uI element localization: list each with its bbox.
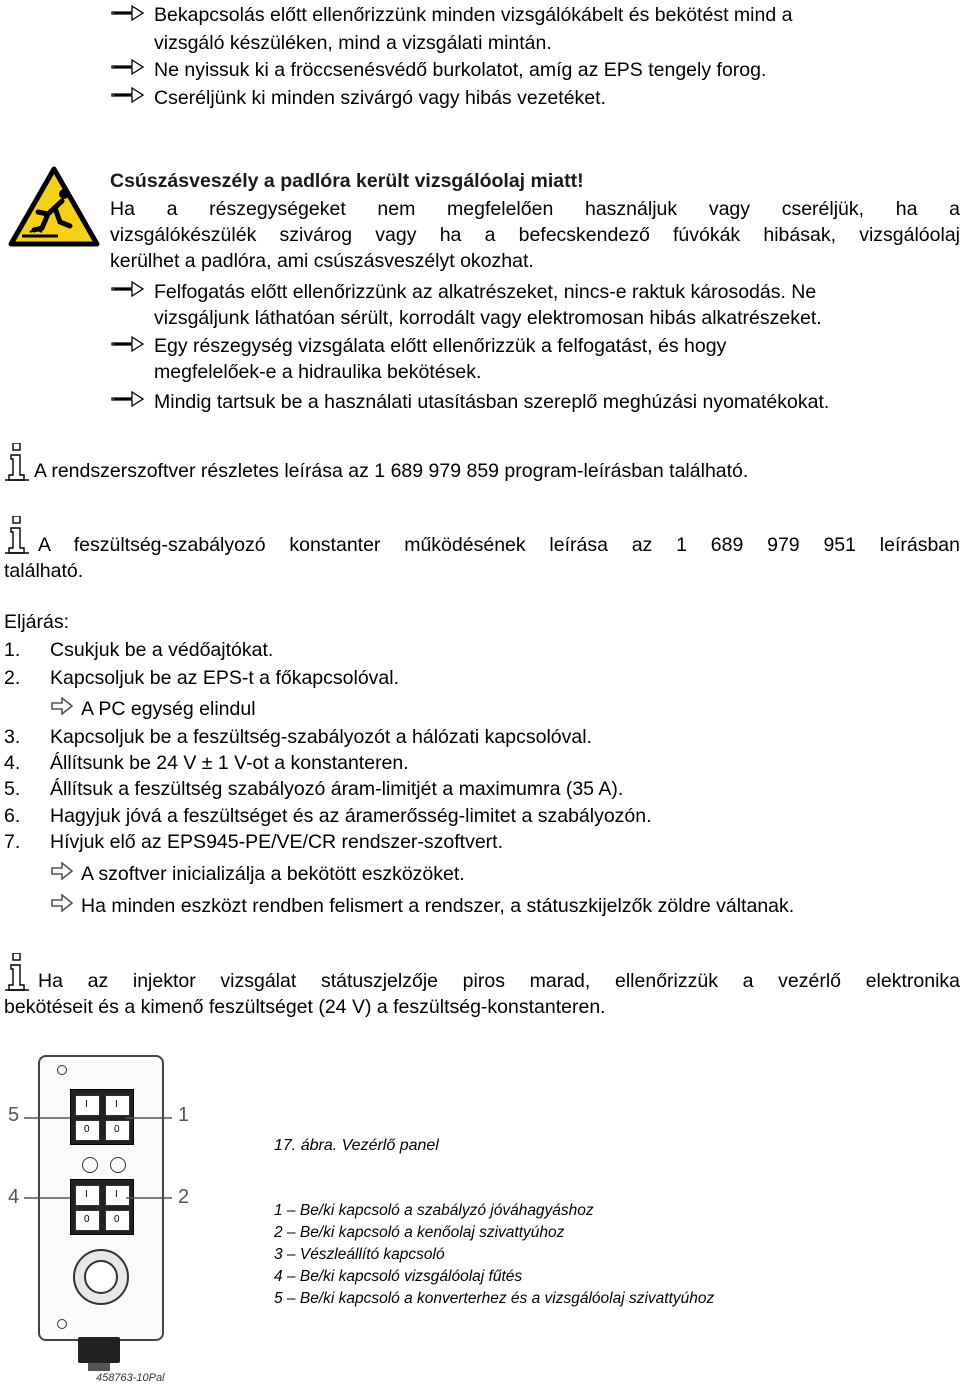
bullet-arrow-icon <box>110 4 144 22</box>
bullet-arrow-icon <box>110 58 144 76</box>
step-number: 4. <box>4 752 21 774</box>
step-number: 7. <box>4 831 21 853</box>
bullet-arrow-icon <box>110 280 144 298</box>
bullet-arrow-icon <box>110 390 144 408</box>
step-text: Kapcsoljuk be a feszültség-szabályozót a hálózati kapcsolóval. <box>50 726 592 748</box>
step-result: Ha minden eszközt rendben felismert a rendszer, a státuszkijelzők zöldre váltanak. <box>81 895 795 917</box>
step-number: 3. <box>4 726 21 748</box>
bullet-text: Mindig tartsuk be a használati utasításban szereplő meghúzási nyomatékokat. <box>154 391 830 413</box>
bullet-text: vizsgáljunk láthatóan sérült, korrodált vagy elektromosan hibás alkatrészeket. <box>154 307 822 329</box>
callout-number: 1 <box>178 1104 190 1126</box>
note-text: Ha az injektor vizsgálat státuszjelzője piros marad, ellenőrizzük a vezérlő elektronika <box>38 970 960 992</box>
bullet-text: vizsgáló készüléken, mind a vizsgálati mintán. <box>154 32 552 54</box>
step-text: Állítsunk be 24 V ± 1 V-ot a konstanteren. <box>50 752 409 774</box>
step-text: Állítsuk a feszültség szabályozó áram-limitjét a maximumra (35 A). <box>50 778 624 800</box>
switch-on-label: I <box>115 1099 118 1110</box>
step-number: 6. <box>4 805 21 827</box>
bullet-arrow-icon <box>110 335 144 353</box>
switch-off-label: 0 <box>114 1124 120 1135</box>
legend-item: 2 – Be/ki kapcsoló a kenőolaj szivattyúhoz <box>274 1224 565 1241</box>
bullet-text: Cseréljünk ki minden szivárgó vagy hibás vezetéket. <box>154 87 606 109</box>
figure-caption: 17. ábra. Vezérlő panel <box>274 1137 439 1154</box>
note-text: A rendszerszoftver részletes leírása az 1 689 979 859 program-leírásban található. <box>34 460 749 482</box>
result-arrow-icon <box>50 862 74 880</box>
switch-off-label: 0 <box>84 1214 90 1225</box>
legend-item: 5 – Be/ki kapcsoló a konverterhez és a vizsgálóolaj szivattyúhoz <box>274 1290 715 1307</box>
panel-connector-cable <box>88 1363 110 1371</box>
switch-on-label: I <box>85 1099 88 1110</box>
info-icon <box>4 516 30 554</box>
result-arrow-icon <box>50 894 74 912</box>
step-number: 1. <box>4 639 21 661</box>
note-text: bekötéseit és a kimenő feszültséget (24 V) a feszültség-konstanteren. <box>4 996 606 1018</box>
warning-paragraph-line: kerülhet a padlóra, ami csúszásveszélyt okozhat. <box>110 250 534 272</box>
step-text: Hívjuk elő az EPS945-PE/VE/CR rendszer-szoftvert. <box>50 831 504 853</box>
step-text: Csukjuk be a védőajtókat. <box>50 639 274 661</box>
switch-off-label: 0 <box>84 1124 90 1135</box>
step-number: 2. <box>4 667 21 689</box>
step-result: A PC egység elindul <box>81 698 256 720</box>
legend-item: 1 – Be/ki kapcsoló a szabályzó jóváhagyáshoz <box>274 1202 594 1219</box>
step-text: Hagyjuk jóvá a feszültséget és az áramerősség-limitet a szabályozón. <box>50 805 652 827</box>
panel-connector <box>78 1337 120 1363</box>
switch-on-label: I <box>85 1189 88 1200</box>
slip-hazard-warning-icon <box>8 166 100 248</box>
note-text: A feszültség-szabályozó konstanter működésének leírása az 1 689 979 951 leírásban <box>38 534 960 556</box>
panel-screw <box>57 1065 67 1075</box>
bullet-text: Bekapcsolás előtt ellenőrizzünk minden vizsgálókábelt és bekötést mind a <box>154 4 793 26</box>
info-icon <box>4 953 30 991</box>
procedure-heading: Eljárás: <box>4 611 70 633</box>
bullet-text: Ne nyissuk ki a fröccsenésvédő burkolatot, amíg az EPS tengely forog. <box>154 59 767 81</box>
switch-on-label: I <box>115 1189 118 1200</box>
switch-off-label: 0 <box>114 1214 120 1225</box>
step-number: 5. <box>4 778 21 800</box>
info-icon <box>4 443 30 481</box>
note-text: található. <box>4 560 84 582</box>
result-arrow-icon <box>50 697 74 715</box>
panel-screw <box>57 1319 67 1329</box>
warning-paragraph-line: Ha a részegységeket nem megfelelően használjuk vagy cseréljük, ha a <box>110 198 960 220</box>
callout-number: 4 <box>8 1186 20 1208</box>
emergency-stop-button <box>73 1249 129 1305</box>
callout-leader-lines <box>0 1090 200 1230</box>
bullet-arrow-icon <box>110 86 144 104</box>
step-text: Kapcsoljuk be az EPS-t a főkapcsolóval. <box>50 667 400 689</box>
bullet-text: megfelelőek-e a hidraulika bekötések. <box>154 361 482 383</box>
warning-title: Csúszásveszély a padlóra került vizsgálóolaj miatt! <box>110 170 584 192</box>
figure-code: 458763-10Pal <box>96 1372 165 1384</box>
legend-item: 4 – Be/ki kapcsoló vizsgálóolaj fűtés <box>274 1268 523 1285</box>
callout-number: 2 <box>178 1186 190 1208</box>
bullet-text: Egy részegység vizsgálata előtt ellenőrizzük a felfogatást, és hogy <box>154 335 727 357</box>
bullet-text: Felfogatás előtt ellenőrizzünk az alkatrészeket, nincs-e raktuk károsodás. Ne <box>154 281 817 303</box>
step-result: A szoftver inicializálja a bekötött eszközöket. <box>81 863 465 885</box>
legend-item: 3 – Vészleállító kapcsoló <box>274 1246 445 1263</box>
callout-number: 5 <box>8 1104 20 1126</box>
warning-paragraph-line: vizsgálókészülék szivárog vagy ha a befecskendező fúvókák hibásak, vizsgálóolaj <box>110 224 960 246</box>
